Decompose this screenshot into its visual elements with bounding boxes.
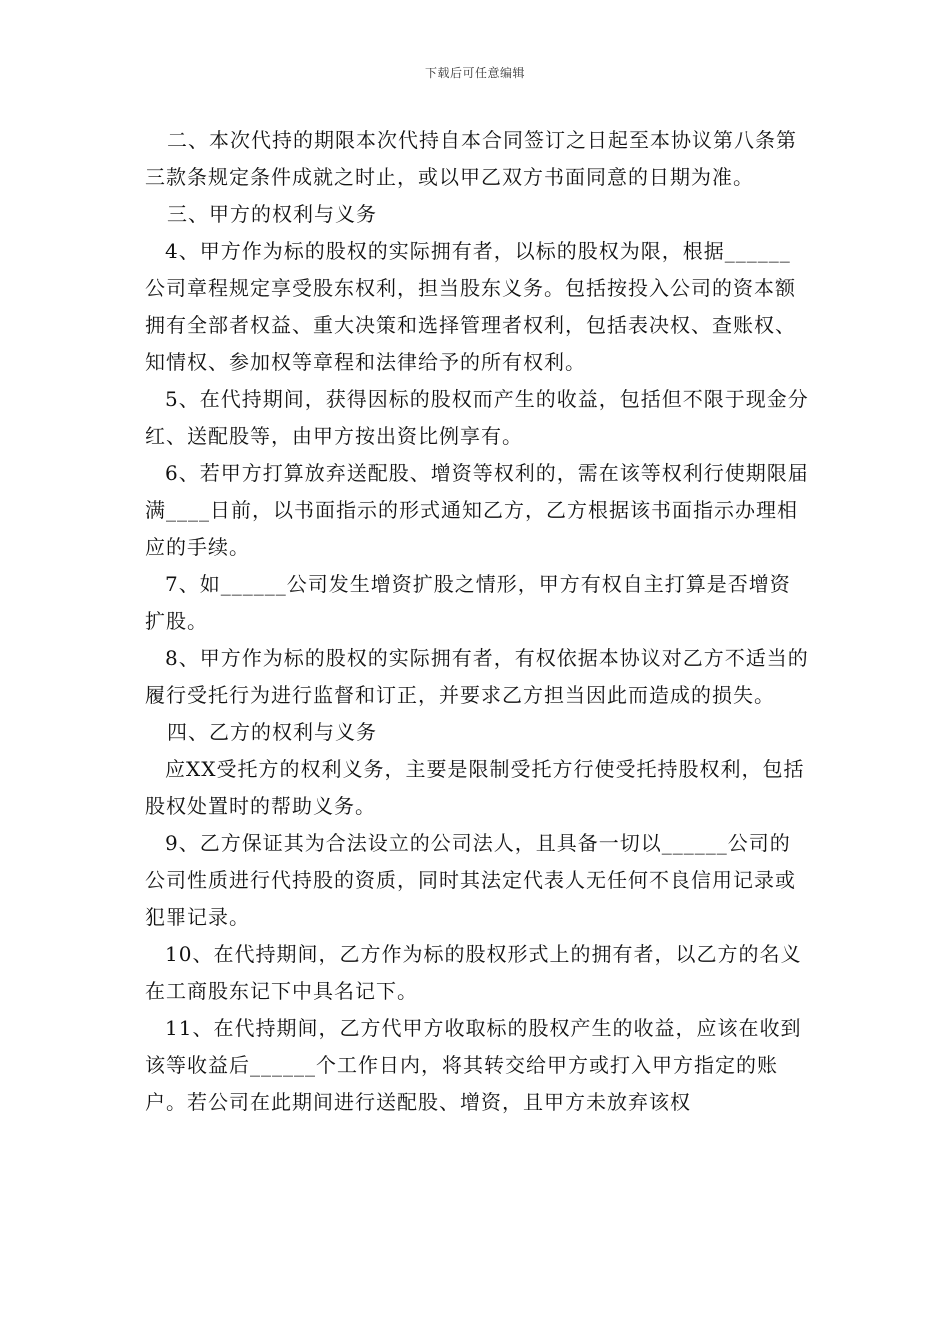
clause-8: 8、甲方作为标的股权的实际拥有者，有权依据本协议对乙方不适当的履行受托行为进行监督和订正，并要求乙方担当因此而造成的损失。 bbox=[145, 646, 809, 707]
clause-11: 11、在代持期间，乙方代甲方收取标的股权产生的收益，应该在收到该等收益后______个工作日内，将其转交给甲方或打入甲方指定的账户。若公司在此期间进行送配股、增资，且甲方未放弃该权 bbox=[145, 1016, 802, 1114]
section-heading-party-b-rights: 四、乙方的权利与义务 bbox=[167, 720, 377, 744]
paragraph-trustee-duties: 应XX受托方的权利义务，主要是限制受托方行使受托持股权利，包括股权处置时的帮助义务。 bbox=[145, 757, 805, 818]
clause-5: 5、在代持期间，获得因标的股权而产生的收益，包括但不限于现金分红、送配股等，由甲方按出资比例享有。 bbox=[145, 387, 809, 448]
clause-6: 6、若甲方打算放弃送配股、增资等权利的，需在该等权利行使期限届满____日前，以书面指示的形式通知乙方，乙方根据该书面指示办理相应的手续。 bbox=[145, 461, 809, 559]
clause-4: 4、甲方作为标的股权的实际拥有者，以标的股权为限，根据______公司章程规定享受股东权利，担当股东义务。包括按投入公司的资本额拥有全部者权益、重大决策和选择管理者权利，包括表决权、查账权、知情权、参加权等章程和法律给予的所有权利。 bbox=[145, 239, 796, 374]
document-body bbox=[145, 122, 810, 1121]
page-header-note: 下载后可任意编辑 bbox=[424, 66, 525, 80]
clause-10: 10、在代持期间，乙方作为标的股权形式上的拥有者，以乙方的名义在工商股东记下中具名记下。 bbox=[145, 942, 802, 1003]
clause-9: 9、乙方保证其为合法设立的公司法人，且具备一切以______公司的公司性质进行代持股的资质，同时其法定代表人无任何不良信用记录或犯罪记录。 bbox=[145, 831, 796, 929]
paragraph-term-of-holding: 二、本次代持的期限本次代持自本合同签订之日起至本协议第八条第三款条规定条件成就之时止，或以甲乙双方书面同意的日期为准。 bbox=[145, 128, 797, 189]
section-heading-party-a-rights: 三、甲方的权利与义务 bbox=[167, 202, 377, 226]
clause-7: 7、如______公司发生增资扩股之情形，甲方有权自主打算是否增资扩股。 bbox=[145, 572, 791, 633]
